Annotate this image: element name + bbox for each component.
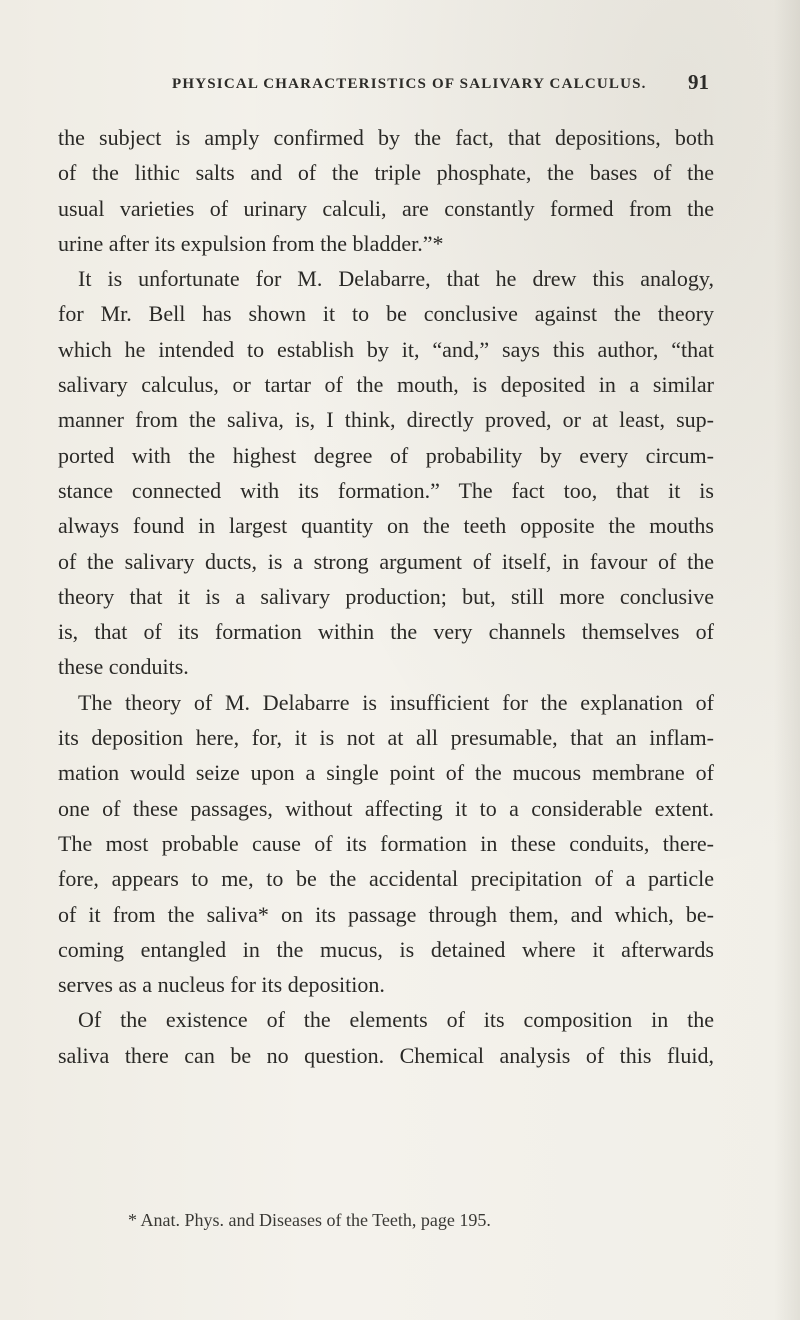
text-line: manner from the saliva, is, I think, directly proved, or at least, sup- xyxy=(58,407,714,433)
text-line: ported with the highest degree of probability by every circum- xyxy=(58,442,714,468)
text-line: The theory of M. Delabarre is insufficient for the explanation of xyxy=(78,689,714,715)
text-line: serves as a nucleus for its deposition. xyxy=(58,972,385,998)
text-line: mation would seize upon a single point of the mucous membrane of xyxy=(58,760,714,786)
body-text xyxy=(58,120,714,1073)
footnote: * Anat. Phys. and Diseases of the Teeth, page 195. xyxy=(128,1210,491,1230)
text-line: usual varieties of urinary calculi, are constantly formed from the xyxy=(58,195,714,221)
text-line: which he intended to establish by it, “and,” says this author, “that xyxy=(58,336,714,362)
text-line: for Mr. Bell has shown it to be conclusive against the theory xyxy=(58,301,714,327)
text-line: Of the existence of the elements of its composition in the xyxy=(78,1007,714,1033)
running-head: PHYSICAL CHARACTERISTICS OF SALIVARY CALCULUS. xyxy=(172,76,647,92)
text-line: is, that of its formation within the very channels themselves of xyxy=(58,619,714,645)
text-line: theory that it is a salivary production; but, still more conclusive xyxy=(58,583,714,609)
text-line: its deposition here, for, it is not at all presumable, that an inflam- xyxy=(58,725,714,751)
text-line: The most probable cause of its formation in these conduits, there- xyxy=(58,830,714,856)
text-line: It is unfortunate for M. Delabarre, that he drew this analogy, xyxy=(78,266,714,292)
page-number: 91 xyxy=(688,70,709,94)
text-line: one of these passages, without affecting it to a considerable extent. xyxy=(58,795,714,821)
text-line: stance connected with its formation.” The fact too, that it is xyxy=(58,477,714,503)
text-line: fore, appears to me, to be the accidental precipitation of a particle xyxy=(58,866,714,892)
text-line: of the salivary ducts, is a strong argument of itself, in favour of the xyxy=(58,548,714,574)
text-line: of the lithic salts and of the triple phosphate, the bases of the xyxy=(58,160,714,186)
page-edge-shadow xyxy=(774,0,800,1320)
text-line: the subject is amply confirmed by the fact, that depositions, both xyxy=(58,125,714,150)
text-line: coming entangled in the mucus, is detained where it afterwards xyxy=(58,936,714,962)
text-line: of it from the saliva* on its passage through them, and which, be- xyxy=(58,901,714,927)
text-line: urine after its expulsion from the bladder.”* xyxy=(58,230,444,256)
text-line: always found in largest quantity on the teeth opposite the mouths xyxy=(58,513,714,539)
text-line: salivary calculus, or tartar of the mouth, is deposited in a similar xyxy=(58,372,714,398)
text-line: these conduits. xyxy=(58,654,189,680)
text-line: saliva there can be no question. Chemical analysis of this fluid, xyxy=(58,1042,714,1068)
